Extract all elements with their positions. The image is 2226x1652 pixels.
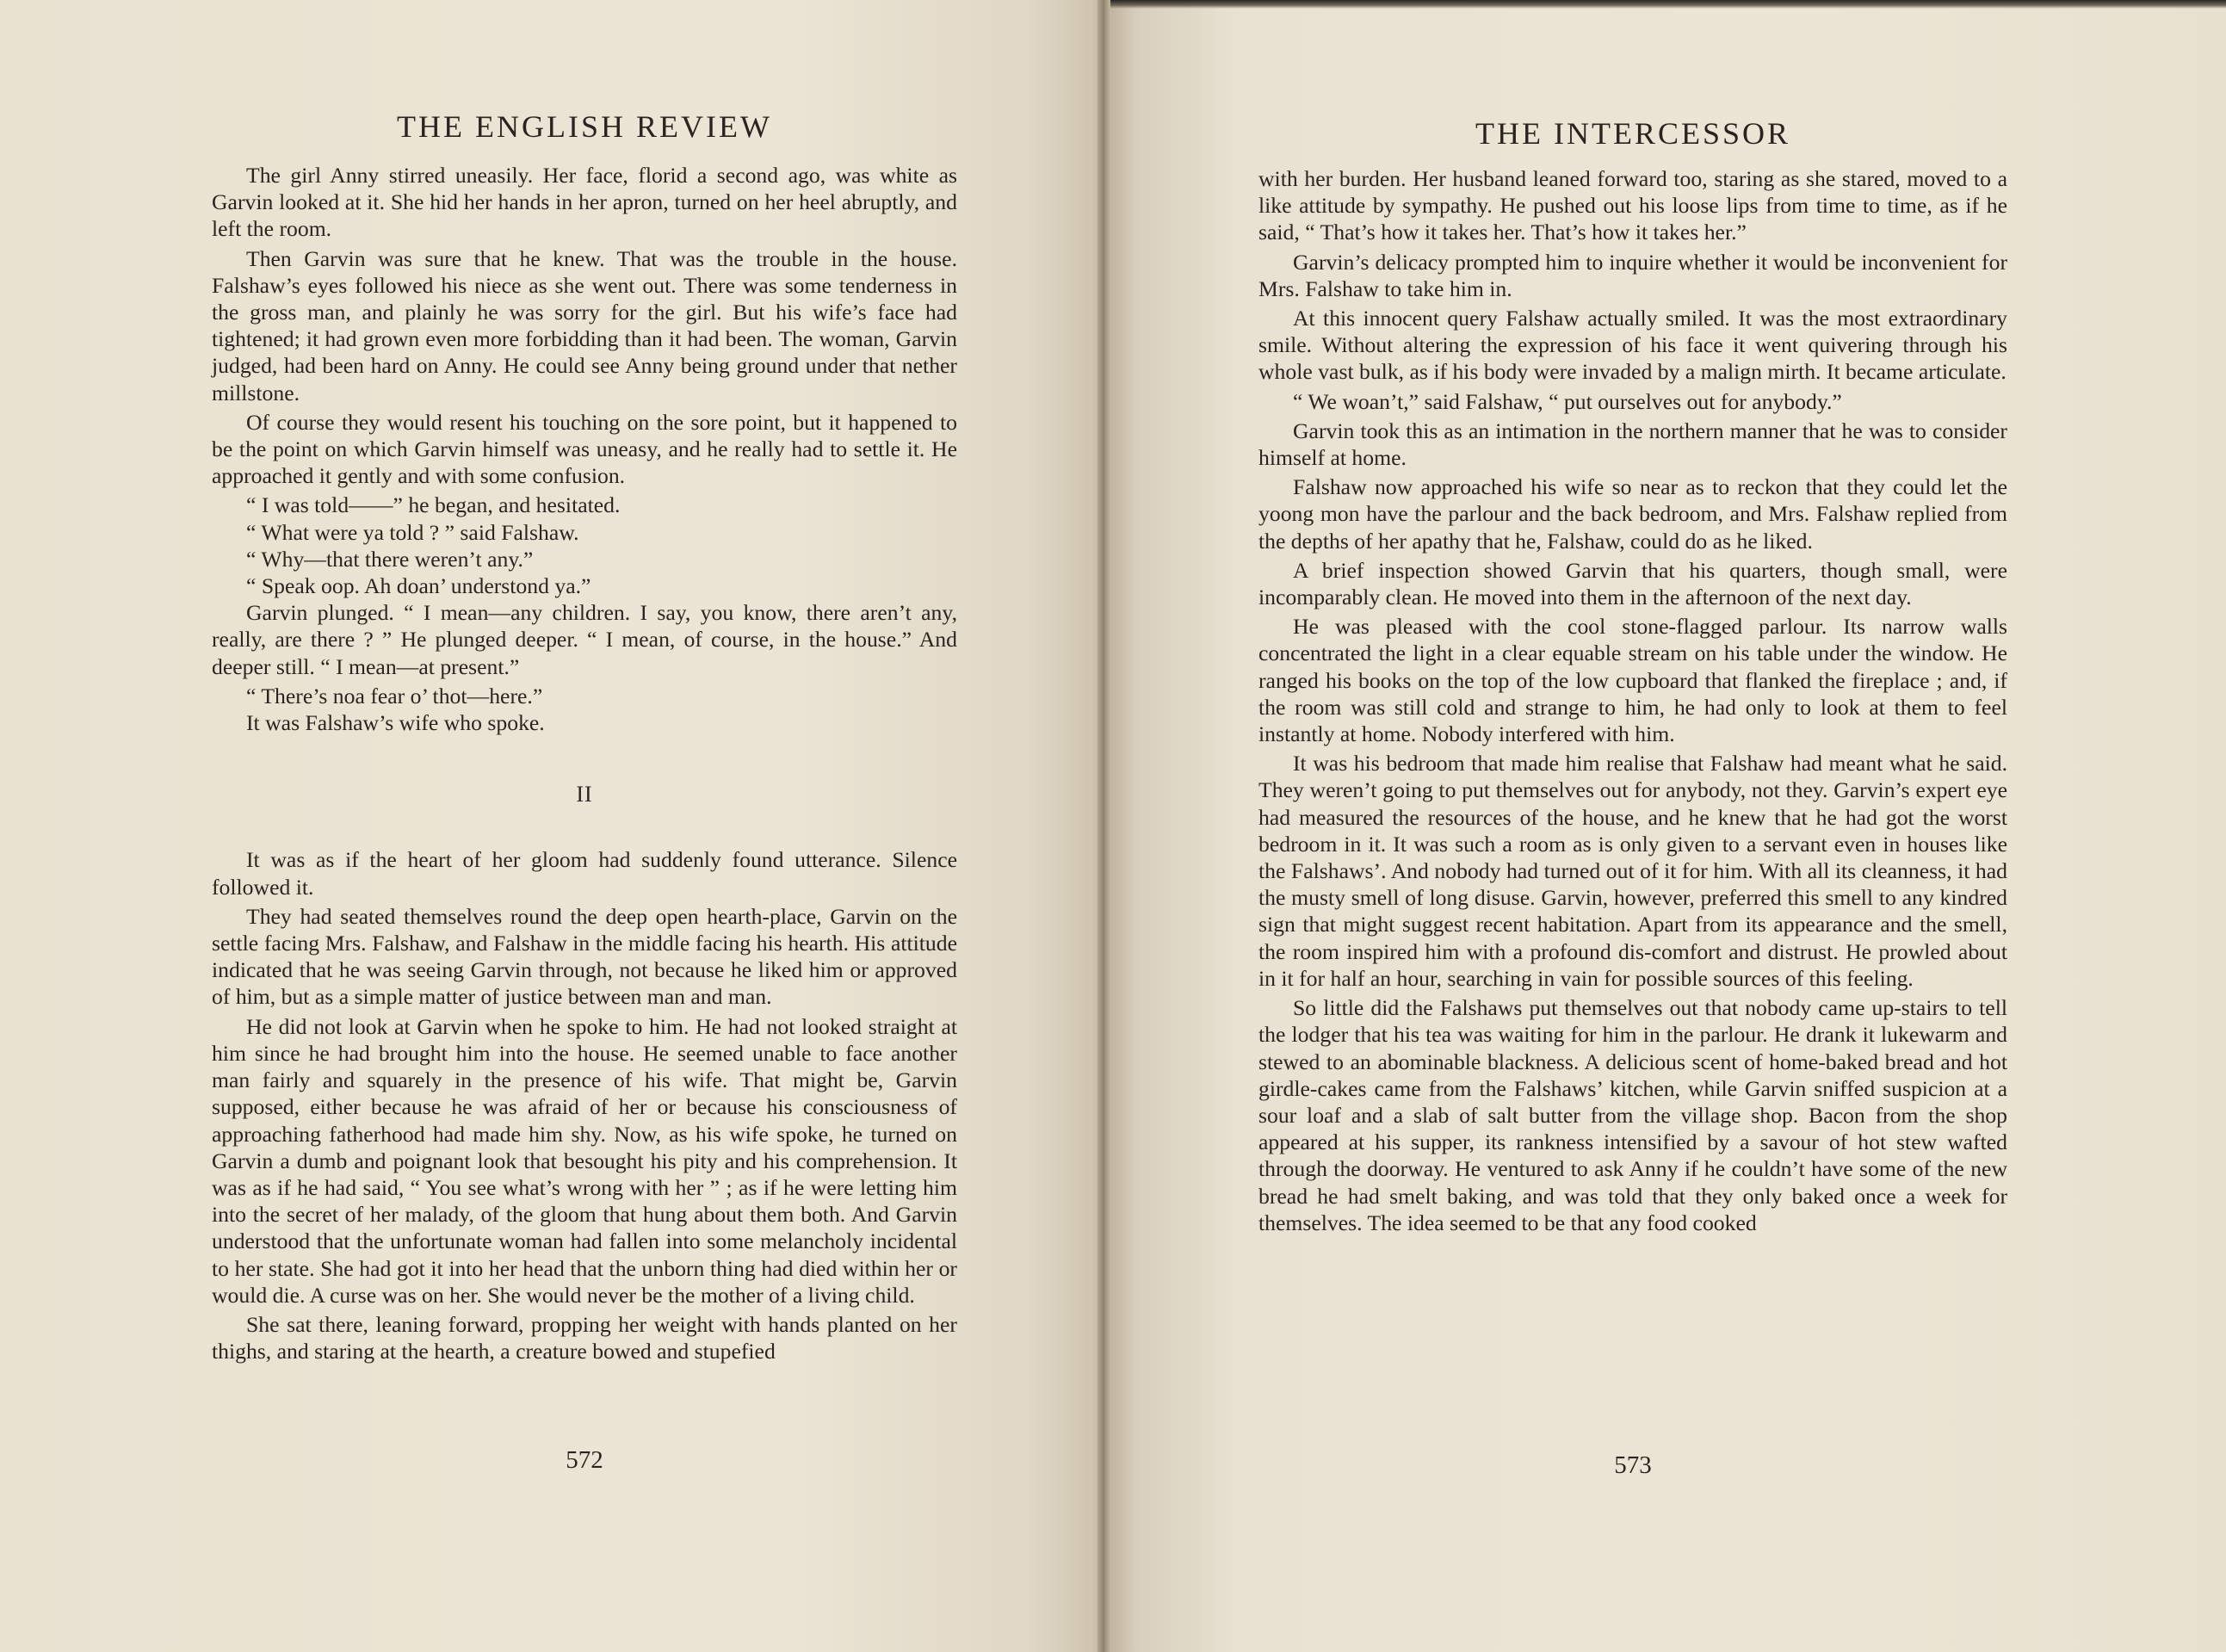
paragraph: It was Falshaw’s wife who spoke.	[246, 710, 545, 736]
paragraph: He was pleased with the cool stone-flagged parlour. Its narrow walls concentrated the light in a clear equable stream on his table under the window. He ranged his books on the top of the low cupboard that flanked the fireplace ; and, if the room was still cold and strange to him, he had only to look at them to feel instantly at home. Nobody interfered with him.	[1258, 614, 2007, 747]
page-number-right: 573	[1614, 1451, 1652, 1479]
dialogue-line: “ Why—that there weren’t any.”	[246, 546, 534, 572]
left-page-text	[212, 162, 957, 1364]
paragraph: Garvin took this as an intimation in the northern manner that he was to consider himself at home.	[1258, 418, 2007, 471]
right-page-text	[1258, 165, 2007, 1236]
running-head-right: THE INTERCESSOR	[1475, 116, 1790, 151]
paragraph: They had seated themselves round the deep open hearth-place, Garvin on the settle facing Mrs. Falshaw, and Falshaw in the middle facing his hearth. His attitude indicated that he was seeing Garvin through, not because he liked him or approved of him, but as a simple matter of justice between man and man.	[212, 903, 957, 1010]
paragraph: Then Garvin was sure that he knew. That was the trouble in the house. Falshaw’s eyes followed his niece as she went out. There was some tenderness in the gross man, and plainly he was sorry for the girl. But his wife’s face had tightened; it had grown even more forbidding than it had been. The woman, Garvin judged, had been hard on Anny. He could see Anny being ground under that nether millstone.	[212, 245, 957, 405]
paragraph: It was his bedroom that made him realise that Falshaw had meant what he said. They weren’t going to put themselves out for anybody, not they. Garvin’s expert eye had measured the resources of the house, and he knew that he had got the worst bedroom in it. It was such a room as is only given to a servant even in houses like the Falshaws’. And nobody had turned out of it for him. With all its cleanness, it had the musty smell of long disuse. Garvin, however, preferred this smell to any kindred sign that might suggest recent habitation. Apart from its appearance and the smell, the room inspired him with a profound dis-comfort and distrust. He prowled about in it for half an hour, searching in vain for possible sources of this feeling.	[1258, 751, 2007, 991]
page-edge-shadow	[1110, 0, 2226, 9]
paragraph: A brief inspection showed Garvin that his quarters, though small, were incomparably clean. He moved into them in the afternoon of the next day.	[1258, 557, 2007, 610]
dialogue-line: “ We woan’t,” said Falshaw, “ put ourselves out for anybody.”	[1293, 388, 1842, 414]
paragraph: It was as if the heart of her gloom had suddenly found utterance. Silence followed it.	[212, 847, 957, 900]
paragraph: So little did the Falshaws put themselves out that nobody came up-stairs to tell the lodger that his tea was waiting for him in the parlour. He drank it lukewarm and stewed to an abominable blackness. A delicious scent of home-baked bread and hot girdle-cakes came from the Falshaws’ kitchen, while Garvin sniffed suspicion at a sour loaf and a slab of salt butter from the village shop. Bacon from the shop appeared at his supper, its rankness intensified by a savour of hot stew wafted through the doorway. He ventured to ask Anny if he couldn’t have some of the new bread he had smelt baking, and was told that they only baked once a week for themselves. The idea seemed to be that any food cooked	[1258, 995, 2007, 1235]
paragraph: He did not look at Garvin when he spoke to him. He had not looked straight at him since he had brought him into the house. He seemed unable to face another man fairly and squarely in the presence of his wife. That might be, Garvin supposed, either because he was afraid of her or because his consciousness of approaching fatherhood had made him shy. Now, as his wife spoke, he turned on Garvin a dumb and poignant look that besought his pity and his comprehension. It was as if he had said, “ You see what’s wrong with her ” ; as if he were letting him into the secret of her malady, of the gloom that hung about them both. And Garvin understood that the unfortunate woman had fallen into some melancholy incidental to her state. She had got it into her head that the unborn thing had died within her or would die. A curse was on her. She would never be the mother of a living child.	[212, 1013, 957, 1308]
paragraph: Of course they would resent his touching on the sore point, but it happened to be the point on which Garvin himself was uneasy, and he really had to settle it. He approached it gently and with some confusion.	[212, 409, 957, 489]
dialogue-line: “ Speak oop. Ah doan’ understond ya.”	[246, 573, 591, 599]
running-head-left: THE ENGLISH REVIEW	[397, 109, 772, 144]
page-number-left: 572	[566, 1446, 603, 1474]
paragraph-continuation: with her burden. Her husband leaned forward too, staring as she stared, moved to a like attitude by sympathy. He pushed out his loose lips from time to time, as if he said, “ That’s how it takes her. That’s how it takes her.”	[1258, 166, 2007, 245]
paragraph: The girl Anny stirred uneasily. Her face, florid a second ago, was white as Garvin looked at it. She hid her hands in her apron, turned on her heel abruptly, and left the room.	[212, 163, 957, 242]
right-page	[1104, 0, 2226, 1652]
paragraph: Falshaw now approached his wife so near as to reckon that they could let the yoong mon have the parlour and the back bedroom, and Mrs. Falshaw replied from the depths of her apathy that he, Falshaw, could do as he liked.	[1258, 474, 2007, 554]
paragraph: Garvin plunged. “ I mean—any children. I say, you know, there aren’t any, really, are there ? ” He plunged deeper. “ I mean, of course, in the house.” And deeper still. “ I mean—at present.”	[212, 600, 957, 679]
left-page	[0, 0, 1104, 1652]
section-heading: II	[576, 782, 593, 807]
dialogue-line: “ I was told——” he began, and hesitated.	[246, 492, 621, 518]
paragraph: She sat there, leaning forward, propping her weight with hands planted on her thighs, and staring at the hearth, a creature bowed and stupefied	[212, 1311, 957, 1364]
paragraph: Garvin’s delicacy prompted him to inquire whether it would be inconvenient for Mrs. Falshaw to take him in.	[1258, 249, 2007, 301]
book-gutter	[1098, 0, 1111, 1652]
dialogue-line: “ There’s noa fear o’ thot—here.”	[246, 683, 543, 708]
paragraph: At this innocent query Falshaw actually smiled. It was the most extraordinary smile. Without altering the expression of his face it went quivering through his whole vast bulk, as if his body were invaded by a malign mirth. It became articulate.	[1258, 306, 2007, 385]
dialogue-line: “ What were ya told ? ” said Falshaw.	[246, 519, 579, 545]
